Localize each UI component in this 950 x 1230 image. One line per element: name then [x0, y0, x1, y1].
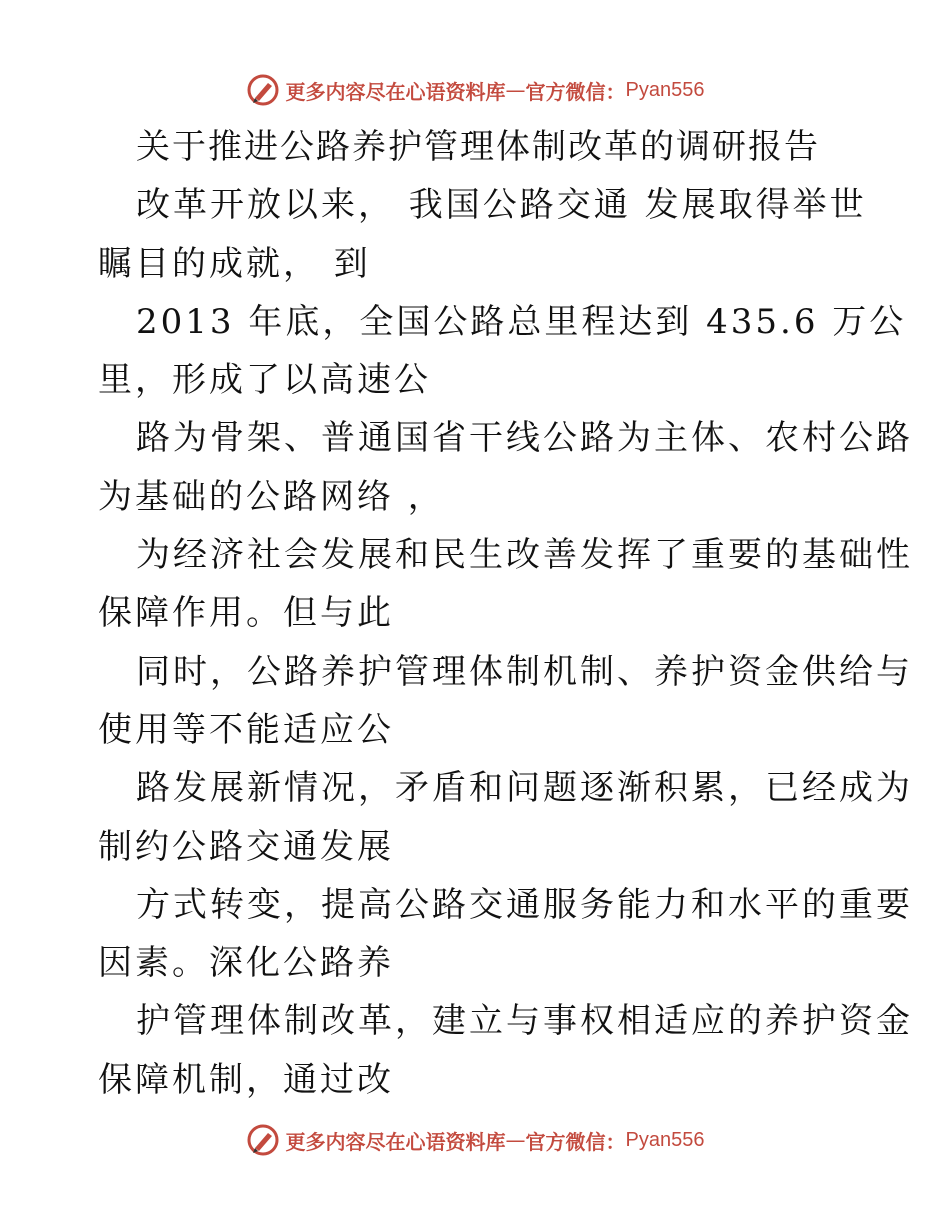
text-line: 改革开放以来， 我国公路交通 发展取得举世 [136, 185, 867, 226]
text-line: 保障机制，通过改 [98, 1059, 394, 1100]
paragraph-lines [98, 176, 913, 1109]
text-line: 护管理体制改革，建立与事权相适应的养护资金 [136, 1001, 913, 1042]
text-line: 方式转变，提高公路交通服务能力和水平的重要 [136, 884, 913, 925]
banner-wechat-label: 官方微信： [525, 79, 626, 104]
text-line: 路发展新情况，矛盾和问题逐渐积累，已经成为 [136, 768, 913, 809]
pen-logo-icon [246, 1123, 280, 1157]
text-line: 因素。深化公路养 [98, 943, 394, 984]
text-line: 里，形成了以高速公 [98, 360, 431, 401]
text-line: 保障作用。但与此 [98, 593, 394, 634]
banner-wechat-label: 官方微信： [525, 1129, 626, 1154]
text-line: 为基础的公路网络 ， [98, 476, 445, 517]
banner-account: Pyan556 [625, 1128, 705, 1151]
text-line: 同时，公路养护管理体制机制、养护资金供给与 [136, 651, 913, 692]
header-banner [0, 70, 950, 110]
banner-text: 更多内容尽在心语资料库 [285, 1129, 506, 1154]
text-line: 路为骨架、普通国省干线公路为主体、农村公路 [136, 418, 913, 459]
pen-logo-icon [246, 73, 280, 107]
footer-banner [0, 1120, 950, 1160]
text-line: 使用等不能适应公 [98, 709, 394, 750]
document-body [98, 118, 913, 1109]
text-line: 制约公路交通发展 [98, 826, 394, 867]
text-line: 瞩目的成就， 到 [98, 243, 371, 284]
banner-account: Pyan556 [625, 78, 705, 101]
document-title: 关于推进公路养护管理体制改革的调研报告 [136, 127, 820, 167]
banner-dash: — [505, 78, 526, 102]
banner-dash: — [505, 1128, 526, 1152]
text-line: 2013 年底，全国公路总里程达到 435.6 万公 [136, 301, 907, 342]
text-line: 为经济社会发展和民生改善发挥了重要的基础性 [136, 535, 913, 576]
banner-text: 更多内容尽在心语资料库 [285, 79, 506, 104]
